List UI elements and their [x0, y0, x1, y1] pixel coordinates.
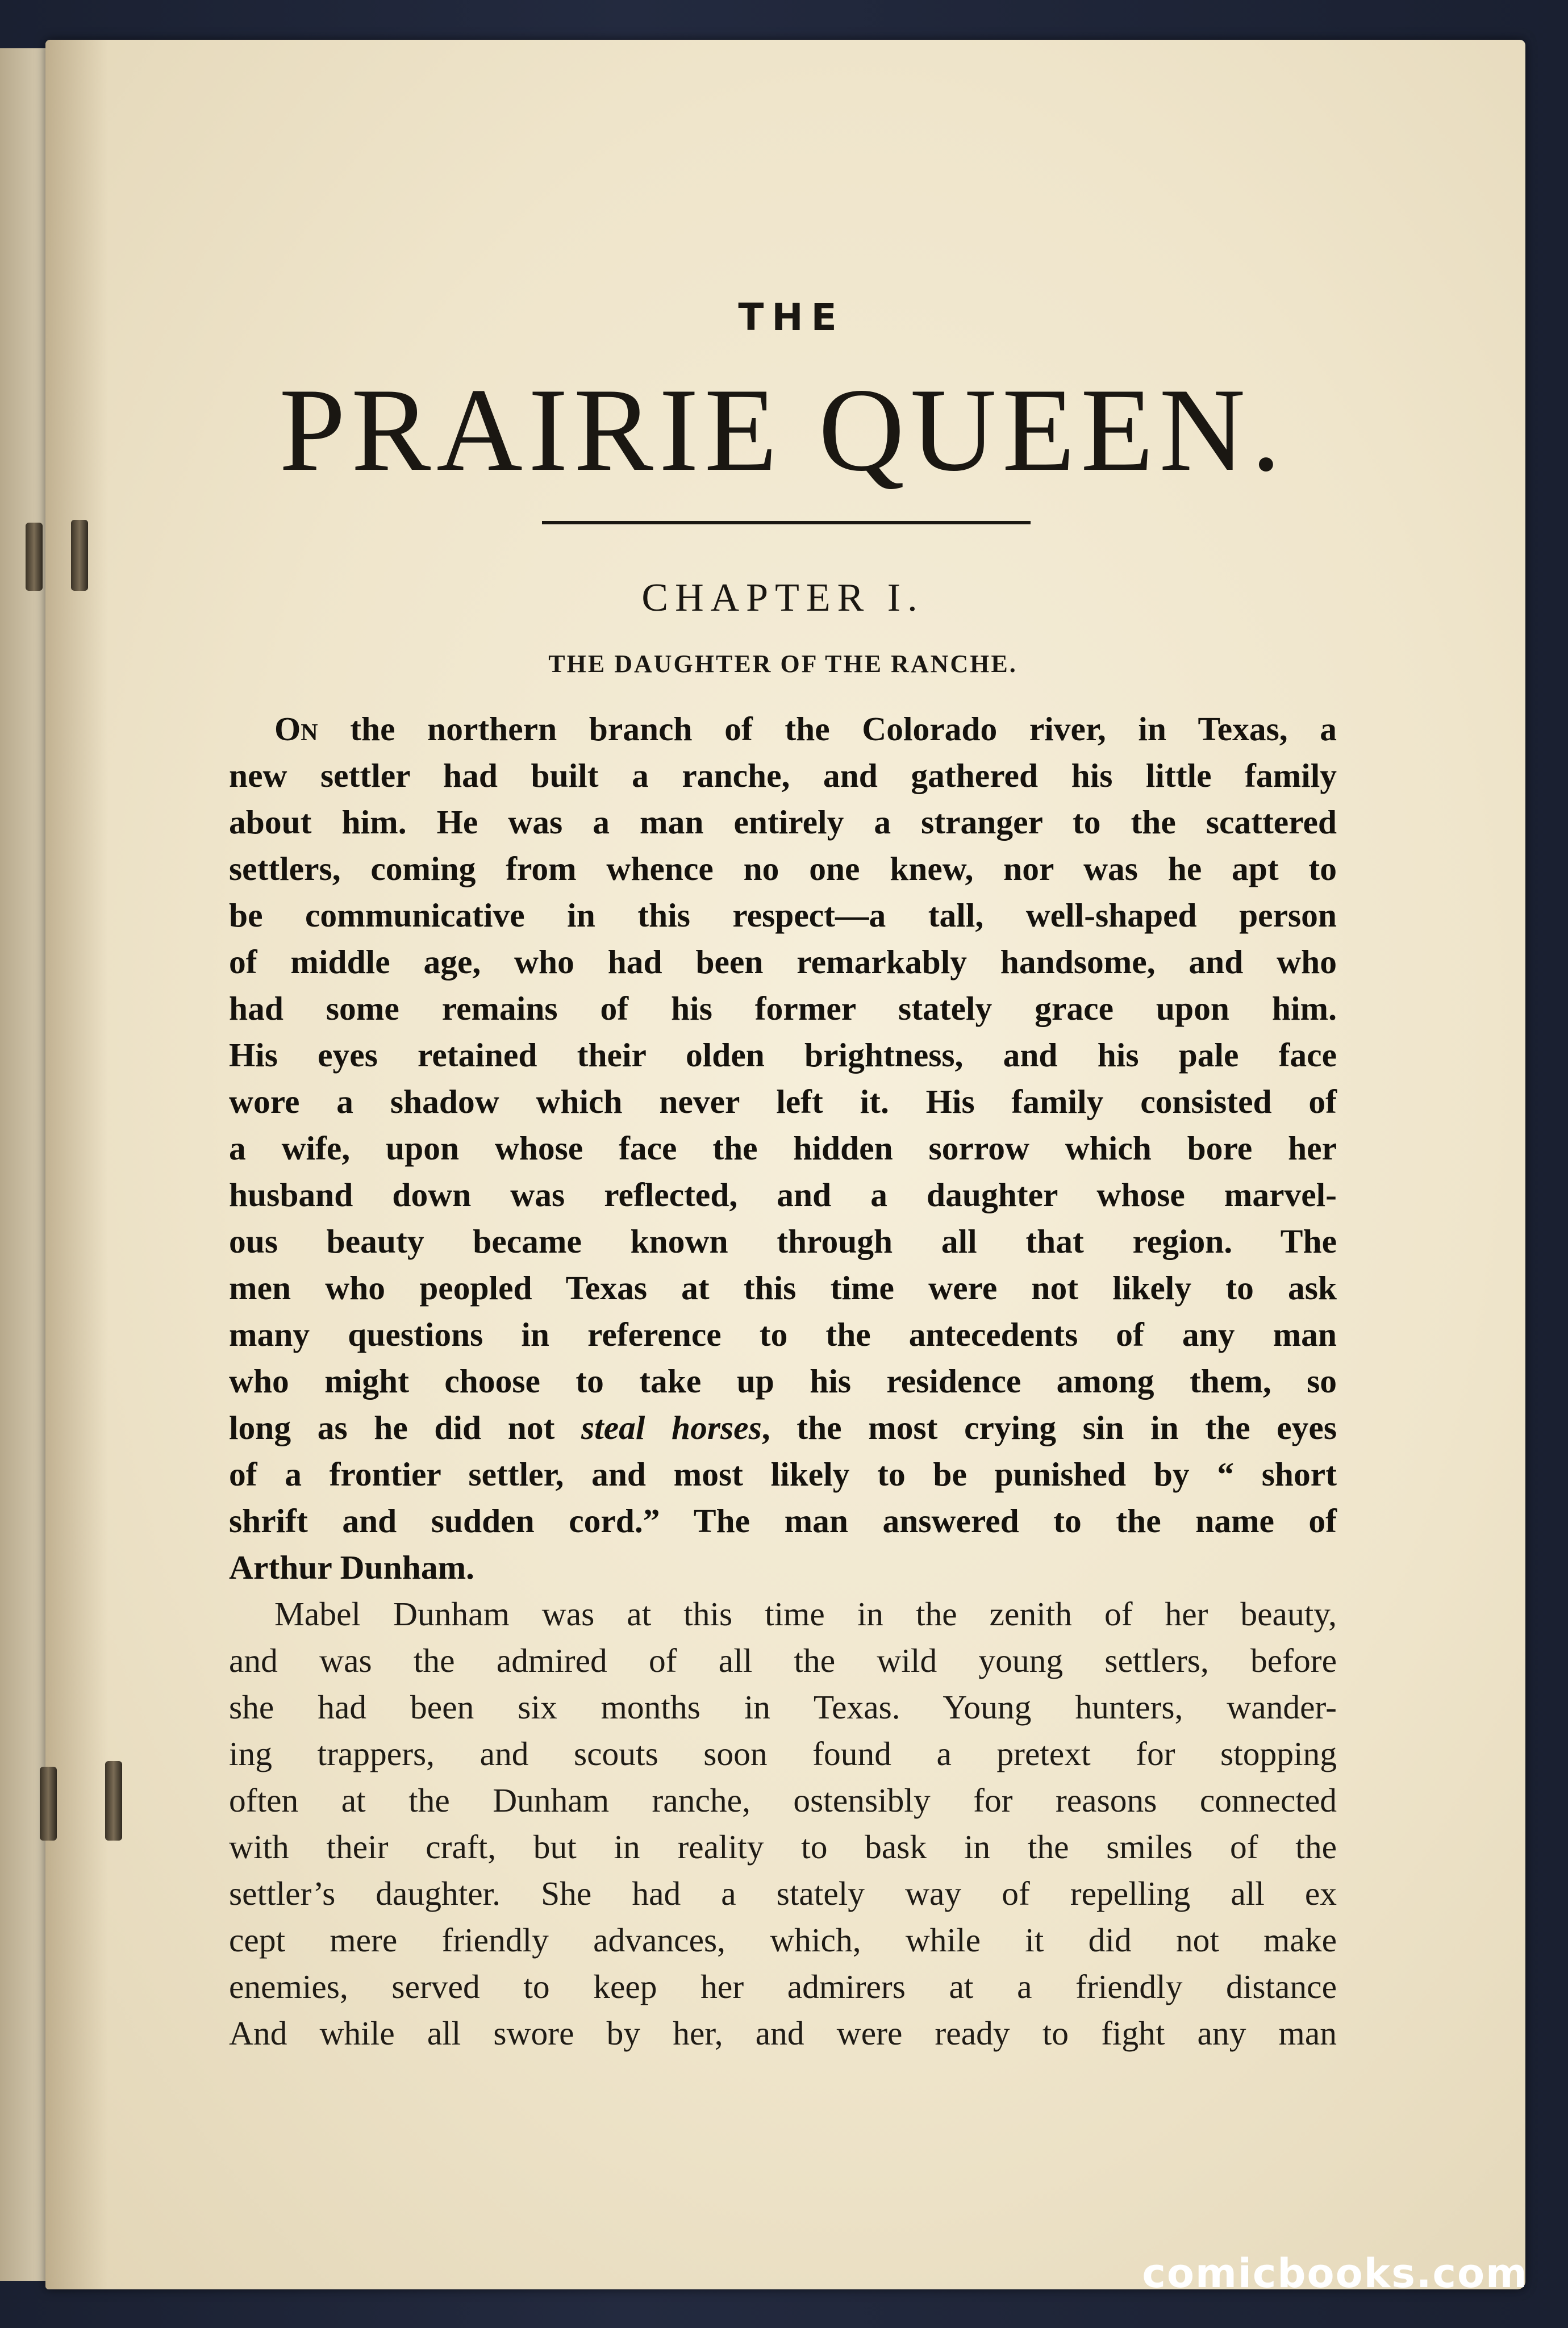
- paragraph-line: husband down was reflected, and a daughter whose marvel-: [229, 1176, 1337, 1213]
- paragraph-line: cept mere friendly advances, which, while it did not make: [229, 1921, 1337, 1959]
- chapter-number: CHAPTER I.: [641, 576, 924, 620]
- paragraph-line: new settler had built a ranche, and gathered his little family: [229, 757, 1337, 794]
- paragraph-line: shrift and sudden cord.” The man answered to the name of: [229, 1502, 1337, 1540]
- paragraph-line: His eyes retained their olden brightness, and his pale face: [229, 1036, 1337, 1074]
- paragraph-line: enemies, served to keep her admirers at a friendly distance: [229, 1968, 1337, 2005]
- staple: [71, 520, 88, 591]
- paragraph-line: ous beauty became known through all that region. The: [229, 1223, 1337, 1260]
- paragraph-line: often at the Dunham ranche, ostensibly for reasons connected: [229, 1782, 1337, 1819]
- paragraph-line: had some remains of his former stately grace upon him.: [229, 990, 1337, 1027]
- paragraph-line: a wife, upon whose face the hidden sorrow which bore her: [229, 1129, 1337, 1167]
- watermark: comicbooks.com: [1142, 2250, 1528, 2297]
- paragraph-line: long as he did not steal horses, the most crying sin in the eyes: [229, 1409, 1337, 1446]
- paragraph-line: be communicative in this respect—a tall, well-shaped person: [229, 896, 1337, 934]
- paragraph-line: settlers, coming from whence no one knew, nor was he apt to: [229, 850, 1337, 887]
- paragraph-line: Mabel Dunham was at this time in the zenith of her beauty,: [274, 1595, 1337, 1633]
- paragraph-line: ing trappers, and scouts soon found a pretext for stopping: [229, 1735, 1337, 1772]
- title-rule: [542, 521, 1031, 524]
- chapter-subtitle: THE DAUGHTER OF THE RANCHE.: [548, 650, 1017, 678]
- staple: [105, 1761, 122, 1841]
- paragraph-line: Arthur Dunham.: [229, 1549, 475, 1586]
- page-gutter-shadow: [45, 40, 108, 2289]
- paragraph-line: many questions in reference to the antecedents of any man: [229, 1316, 1337, 1353]
- title-prefix: THE: [738, 295, 845, 339]
- paragraph-line: with their craft, but in reality to bask in the smiles of the: [229, 1828, 1337, 1866]
- paragraph-line: of a frontier settler, and most likely to be punished by “ short: [229, 1455, 1337, 1493]
- paragraph-line: about him. He was a man entirely a stranger to the scattered: [229, 803, 1337, 841]
- paragraph-line: she had been six months in Texas. Young hunters, wander-: [229, 1688, 1337, 1726]
- italic-phrase: steal horses: [581, 1409, 762, 1446]
- paragraph-line: men who peopled Texas at this time were not likely to ask: [229, 1269, 1337, 1307]
- paragraph-line: of middle age, who had been remarkably handsome, and who: [229, 943, 1337, 981]
- paragraph-line: and was the admired of all the wild young settlers, before: [229, 1642, 1337, 1679]
- book-title: PRAIRIE QUEEN.: [279, 364, 1287, 496]
- paragraph-line: wore a shadow which never left it. His family consisted of: [229, 1083, 1337, 1120]
- dropcap-word: On: [274, 710, 318, 748]
- page-content: [229, 295, 1337, 2056]
- paragraph-line: who might choose to take up his residence among them, so: [229, 1362, 1337, 1400]
- staple: [40, 1767, 57, 1841]
- paragraph-line: And while all swore by her, and were ready to fight any man: [229, 2014, 1337, 2052]
- paragraph-line: settler’s daughter. She had a stately way of repelling all ex: [229, 1875, 1337, 1912]
- staple: [26, 523, 43, 591]
- paragraph-2: [229, 1591, 1337, 2056]
- paragraph-1: [229, 706, 1337, 1591]
- paragraph-line: On the northern branch of the Colorado river, in Texas, a: [274, 710, 1337, 748]
